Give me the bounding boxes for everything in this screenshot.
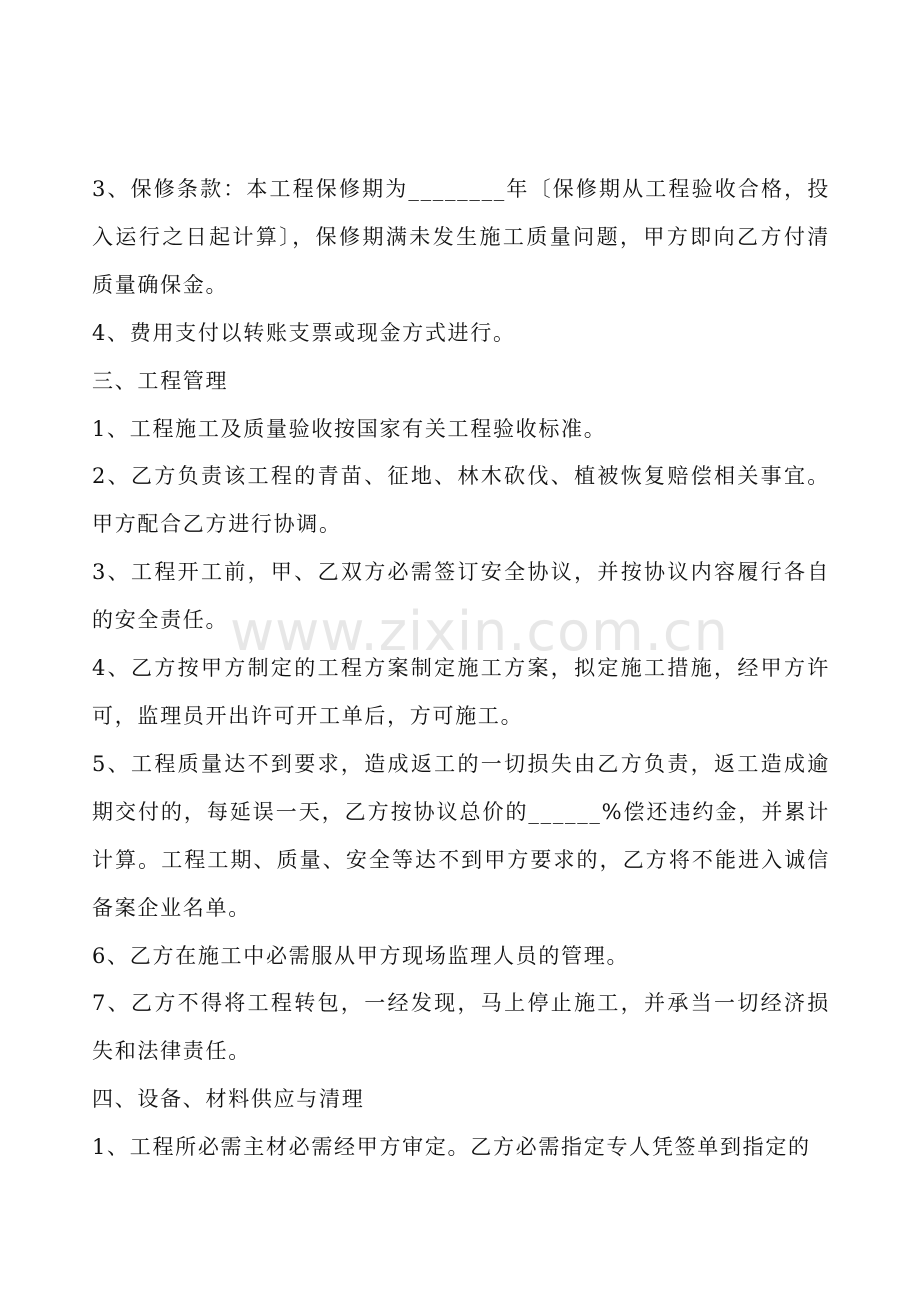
- section-heading-project-management: 三、工程管理: [92, 368, 229, 393]
- watermark: www.zixin.com.cn: [230, 600, 729, 663]
- document-body: [92, 166, 830, 1172]
- clause-2-compensation: 2、乙方负责该工程的青苗、征地、林木砍伐、植被恢复赔偿相关事宜。甲方配合乙方进行协调。: [92, 464, 830, 537]
- clause-3-warranty: 3、保修条款：本工程保修期为________年〔保修期从工程验收合格，投入运行之日起计算〕，保修期满未发生施工质量问题，甲方即向乙方付清质量确保金。: [92, 177, 830, 297]
- clause-4-construction-plan: 4、乙方按甲方制定的工程方案制定施工方案，拟定施工措施，经甲方许可，监理员开出许可开工单后，方可施工。: [92, 656, 830, 728]
- clause-4-payment-method: 4、费用支付以转账支票或现金方式进行。: [92, 320, 516, 345]
- clause-5-quality-penalty: 5、工程质量达不到要求，造成返工的一切损失由乙方负责，返工造成逾期交付的，每延误一天，乙方按协议总价的______%偿还违约金，并累计计算。工程工期、质量、安全等达不到甲方要求的，乙方将不能进入诚信备案企业名单。: [92, 751, 830, 920]
- clause-7-no-subcontract: 7、乙方不得将工程转包，一经发现，马上停止施工，并承当一切经济损失和法律责任。: [92, 991, 830, 1064]
- clause-3-safety-agreement: 3、工程开工前，甲、乙双方必需签订安全协议，并按协议内容履行各自的安全责任。: [92, 560, 830, 633]
- clause-1-materials-approval: 1、工程所必需主材必需经甲方审定。乙方必需指定专人凭签单到指定的: [92, 1135, 811, 1160]
- clause-1-acceptance-standard: 1、工程施工及质量验收按国家有关工程验收标准。: [92, 416, 607, 441]
- clause-6-supervision: 6、乙方在施工中必需服从甲方现场监理人员的管理。: [92, 943, 630, 968]
- section-heading-equipment-materials: 四、设备、材料供应与清理: [92, 1087, 365, 1112]
